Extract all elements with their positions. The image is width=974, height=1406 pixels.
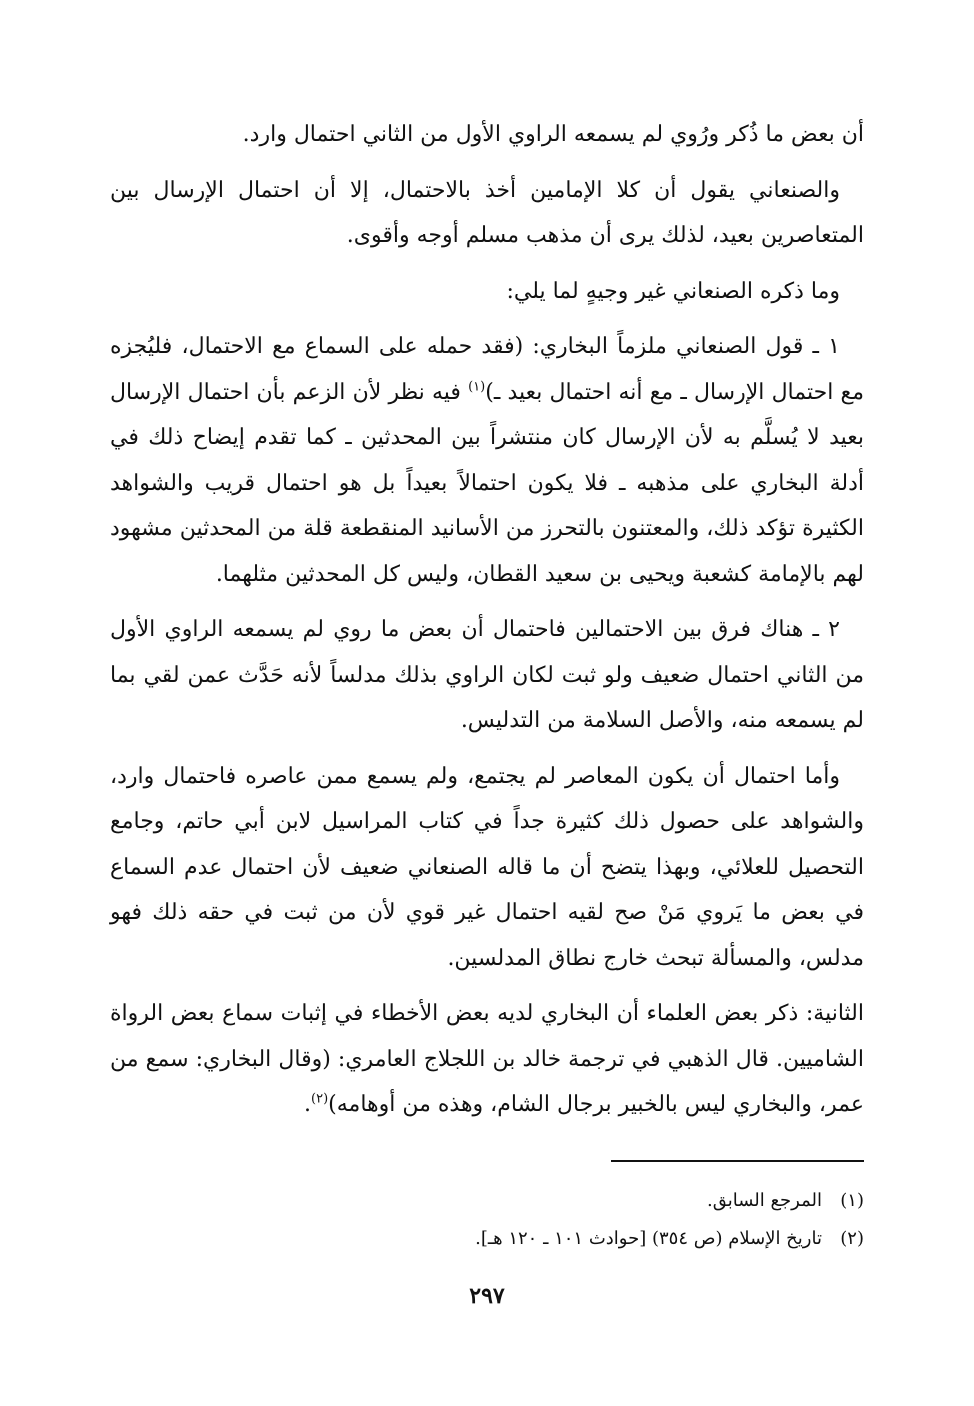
main-text — [110, 112, 864, 1138]
paragraph-4-text-after: فيه نظر لأن الزعم بأن احتمال الإرسال بعيد لا يُسلَّم به لأن الإرسال كان منتشراً بين المحدثين ـ كما تقدم إيضاح ذلك في أدلة البخاري على مذهبه ـ فلا يكون احتمالاً بعيداً بل هو احتمال قريب والشواهد الكثيرة تؤكد ذلك، والمعتنون بالتحرز من الأسانيد المنقطعة قلة من المحدثين مشهود لهم بالإمامة كشعبة ويحيى بن سعيد القطان، وليس كل المحدثين مثلهما. — [110, 379, 865, 587]
footnote-2 — [110, 1220, 864, 1258]
paragraph-6: وأما احتمال أن يكون المعاصر لم يجتمع، ولم يسمع ممن عاصره فاحتمال وارد، والشواهد على حصول ذلك كثيرة جداً في كتاب المراسيل لابن أبي حاتم، وجامع التحصيل للعلائي، وبهذا يتضح أن ما قاله الصنعاني ضعيف لأن احتمال عدم السماع في بعض ما يَروي مَنْ صح لقيه احتمال غير قوي لأن من ثبت في حقه ذلك فهو مدلس، والمسألة تبحث خارج نطاق المدلسين. — [110, 763, 864, 971]
footnote-1 — [110, 1182, 864, 1220]
footnote-1-number: (١) — [840, 1190, 864, 1211]
paragraph-4-text-before: ١ ـ قول الصنعاني ملزماً البخاري: (فقد حمله على السماع مع الاحتمال، فليُجزه مع احتمال الإرسال ـ مع أنه احتمال بعيد ـ) — [110, 334, 865, 405]
paragraph-7-text-after: . — [304, 1092, 312, 1117]
footnote-2-text: تاريخ الإسلام (ص ٣٥٤) [حوادث ١٠١ ـ ١٢٠ هـ]. — [475, 1228, 822, 1249]
paragraph-1: أن بعض ما ذُكر ورُوي لم يسمعه الراوي الأول من الثاني احتمال وارد. — [242, 122, 864, 147]
paragraph-5: ٢ ـ هناك فرق بين الاحتمالين فاحتمال أن بعض ما روي لم يسمعه الراوي الأول من الثاني احتمال ضعيف ولو ثبت لكان الراوي بذلك مدلساً لأنه حَدَّث عمن لقي بما لم يسمعه منه، والأصل السلامة من التدليس. — [110, 617, 864, 733]
footnote-2-number: (٢) — [840, 1228, 864, 1249]
page-number: ٢٩٧ — [469, 1283, 505, 1309]
paragraph-7-text-before: الثانية: ذكر بعض العلماء أن البخاري لديه بعض الأخطاء في إثبات سماع بعض الرواة الشاميين. قال الذهبي في ترجمة خالد بن اللجلاج العامري: (وقال البخاري: سمع من عمر، والبخاري ليس بالخبير برجال الشام، وهذه من أوهامه) — [110, 1001, 864, 1117]
paragraph-4 — [110, 324, 864, 597]
footnote-ref-2: (٢) — [311, 1091, 329, 1107]
footnote-separator — [611, 1160, 864, 1162]
paragraph-2: والصنعاني يقول أن كلا الإمامين أخذ بالاحتمال، إلا أن احتمال الإرسال بين المتعاصرين بعيد، لذلك يرى أن مذهب مسلم أوجه وأقوى. — [110, 177, 864, 248]
footnotes — [110, 1182, 864, 1258]
footnote-ref-1: (١) — [468, 379, 486, 395]
footnote-1-text: المرجع السابق. — [706, 1190, 822, 1211]
paragraph-3: وما ذكره الصنعاني غير وجيهٍ لما يلي: — [506, 278, 840, 304]
paragraph-7 — [110, 991, 864, 1128]
